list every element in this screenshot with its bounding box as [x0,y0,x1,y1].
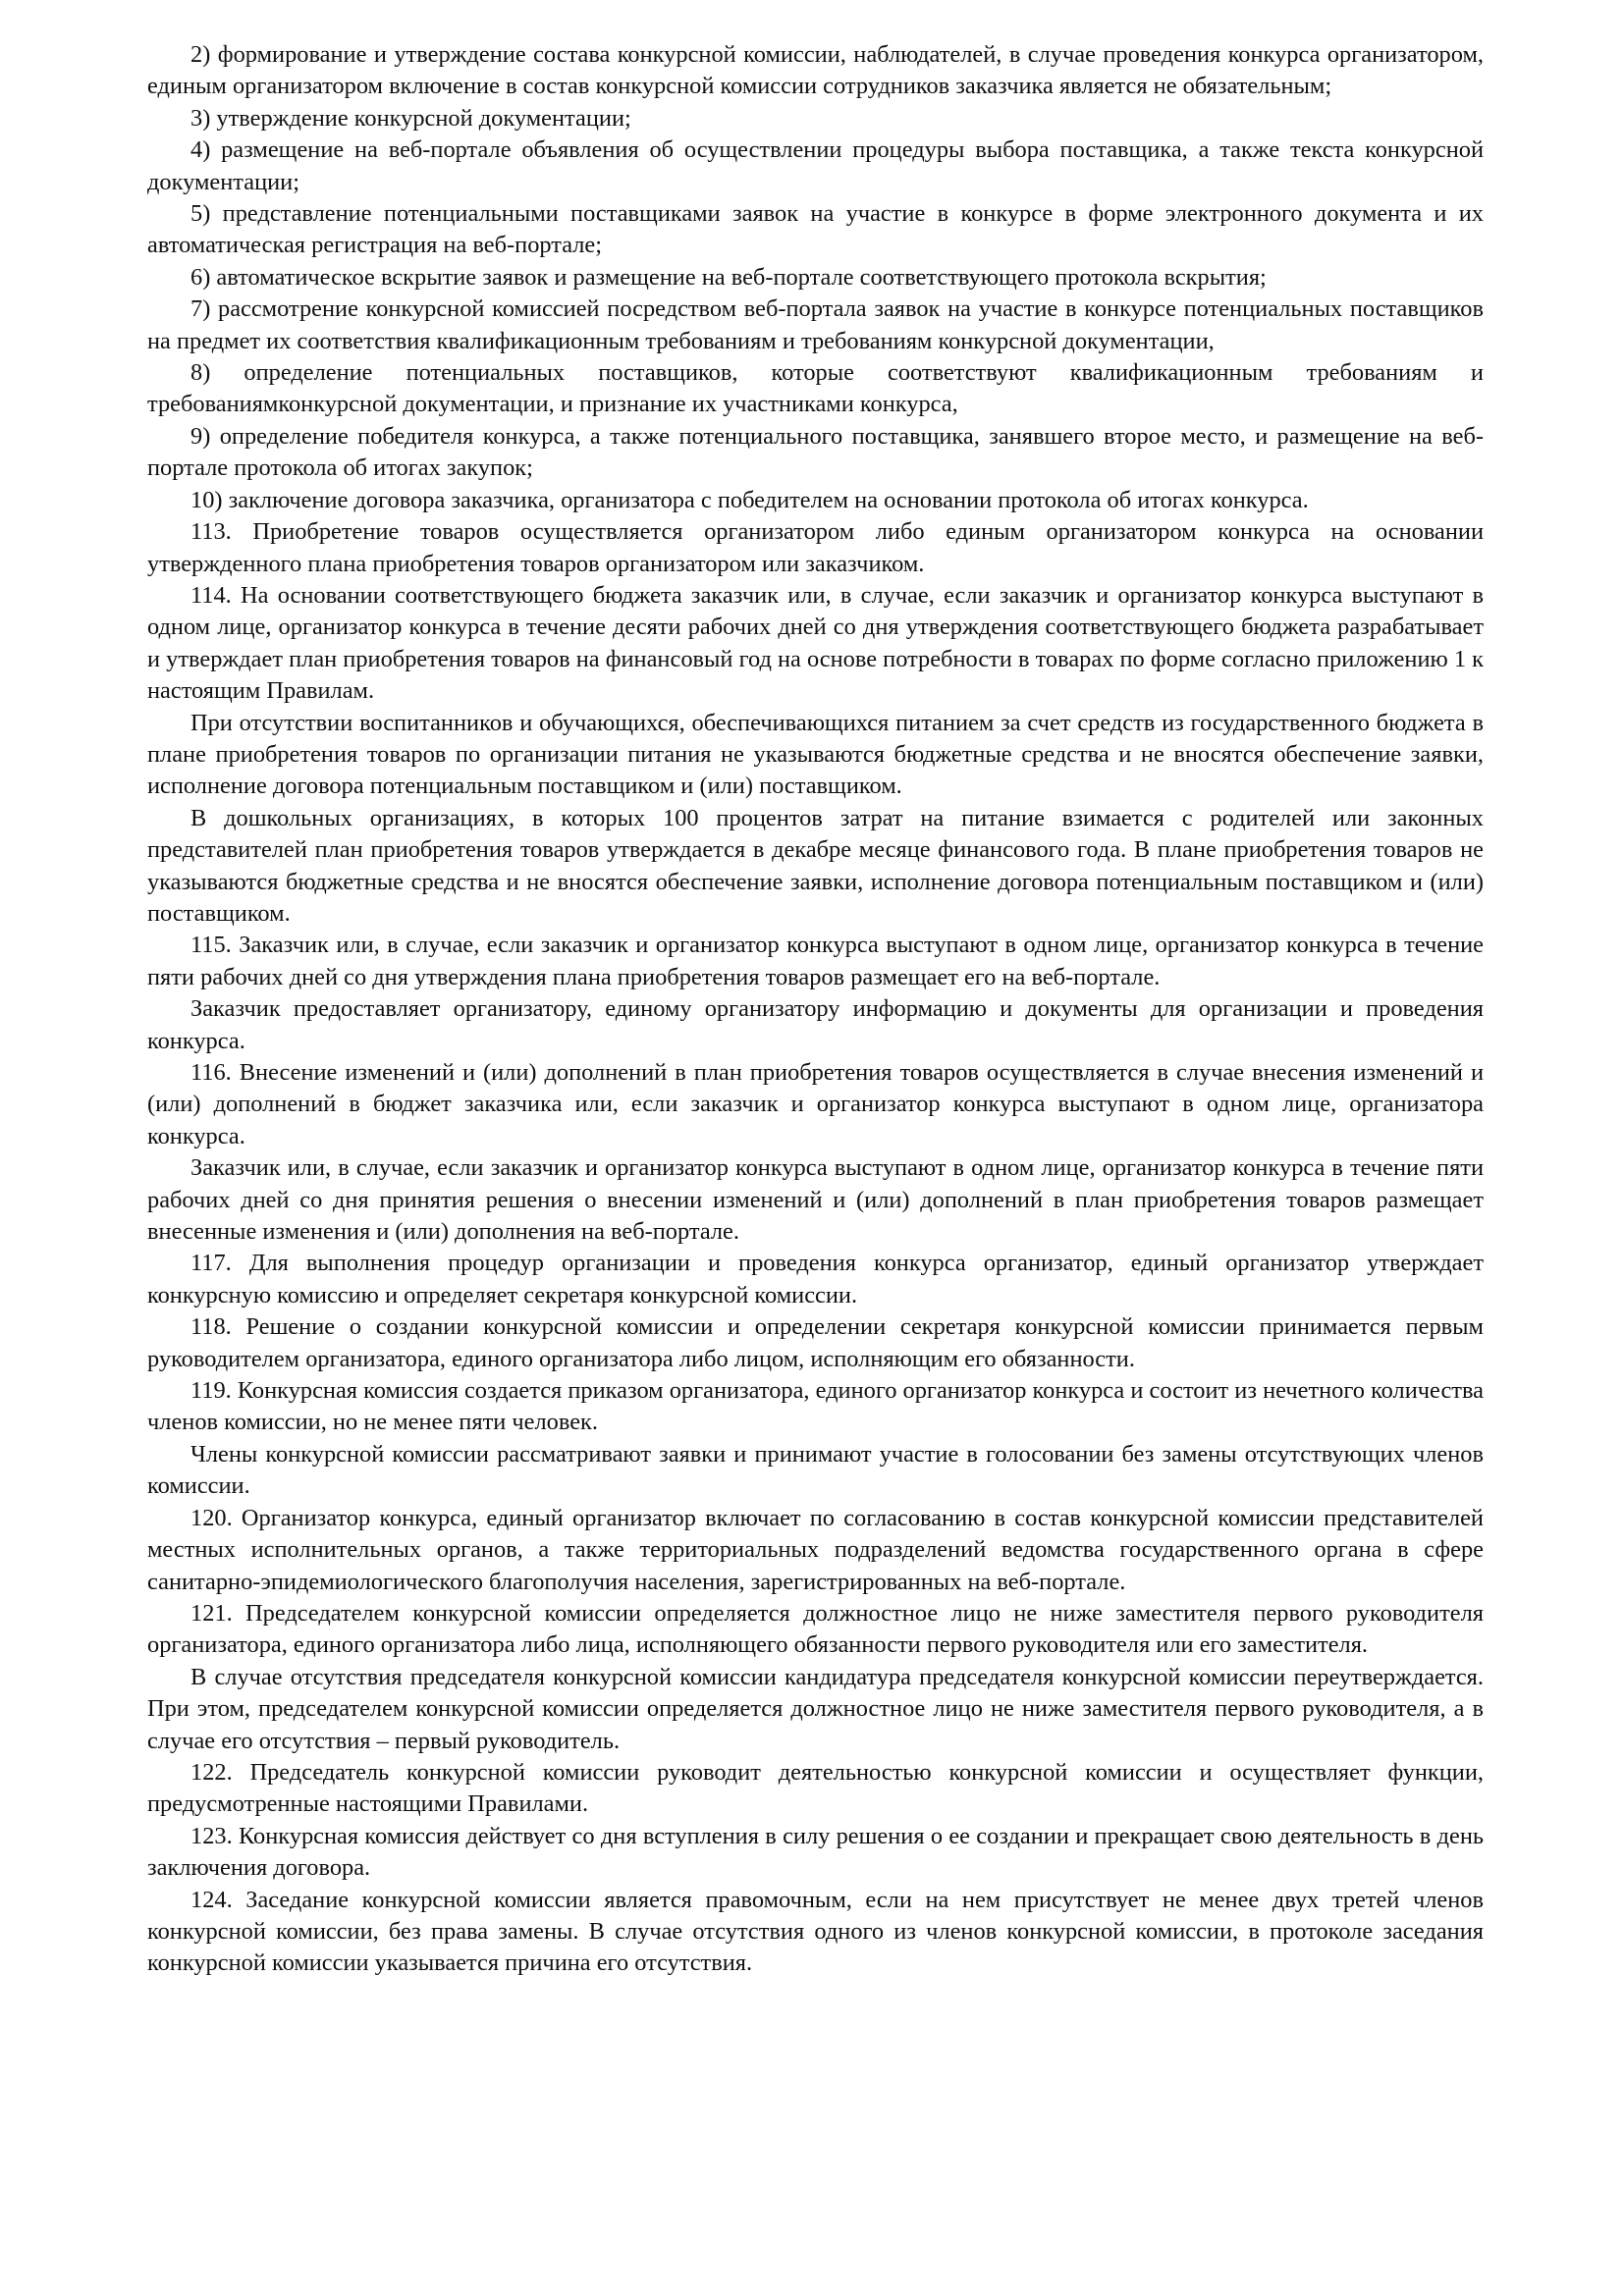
paragraph: 115. Заказчик или, в случае, если заказчик и организатор конкурса выступают в одном лице, организатор конкурса в течение пяти рабочих дней со дня утверждения плана приобретения товаров размещает его на веб-портале. [147,932,1484,990]
document-page [147,39,1484,1980]
paragraph: 113. Приобретение товаров осуществляется организатором либо единым организатором конкурса на основании утвержденного плана приобретения товаров организатором или заказчиком. [147,518,1484,577]
paragraph: 120. Организатор конкурса, единый организатор включает по согласованию в состав конкурсной комиссии представителей местных исполнительных органов, а также территориальных подразделений ведомства государственного органа в сфере санитарно-эпидемиологического благополучия населения, зарегистрированных на веб-портале. [147,1504,1484,1595]
paragraph: Члены конкурсной комиссии рассматривают заявки и принимают участие в голосовании без замены отсутствующих членов комиссии. [147,1440,1484,1500]
paragraph: В случае отсутствия председателя конкурсной комиссии кандидатура председателя конкурсной комиссии переутверждается. При этом, председателем конкурсной комиссии определяется должностное лицо не ниже заместителя первого руководителя, а в случае его отсутствия – первый руководитель. [147,1663,1484,1754]
paragraph: 124. Заседание конкурсной комиссии является правомочным, если на нем присутствует не менее двух третей членов конкурсной комиссии, без права замены. В случае отсутствия одного из членов конкурсной комиссии, в протоколе заседания конкурсной комиссии указывается причина его отсутствия. [147,1886,1484,1977]
paragraph: 123. Конкурсная комиссия действует со дня вступления в силу решения о ее создании и прекращает свою деятельность в день заключения договора. [147,1822,1484,1882]
paragraph: 4) размещение на веб-портале объявления об осуществлении процедуры выбора поставщика, а также текста конкурсной документации; [147,136,1484,195]
paragraph: 118. Решение о создании конкурсной комиссии и определении секретаря конкурсной комиссии принимается первым руководителем организатора, единого организатора либо лицом, исполняющим его обязанности. [147,1313,1484,1372]
paragraph: При отсутствии воспитанников и обучающихся, обеспечивающихся питанием за счет средств из государственного бюджета в плане приобретения товаров по организации питания не указываются бюджетные средства и не вносятся обеспечение заявки, исполнение договора потенциальным поставщиком и (или) поставщиком. [147,709,1484,800]
paragraph: 2) формирование и утверждение состава конкурсной комиссии, наблюдателей, в случае проведения конкурса организатором, единым организатором включение в состав конкурсной комиссии сотрудников заказчика является не обязательным; [147,41,1484,100]
paragraph: 114. На основании соответствующего бюджета заказчик или, в случае, если заказчик и организатор конкурса выступают в одном лице, организатор конкурса в течение десяти рабочих дней со дня утверждения соответствующего бюджета разрабатывает и утверждает план приобретения товаров на финансовый год на основе потребности в товарах по форме согласно приложению 1 к настоящим Правилам. [147,581,1484,705]
paragraph: 122. Председатель конкурсной комиссии руководит деятельностью конкурсной комиссии и осуществляет функции, предусмотренные настоящими Правилами. [147,1758,1484,1818]
paragraph: 10) заключение договора заказчика, организатора с победителем на основании протокола об итогах конкурса. [190,486,1309,513]
paragraph: 121. Председателем конкурсной комиссии определяется должностное лицо не ниже заместителя первого руководителя организатора, единого организатора либо лица, исполняющего обязанности первого руководителя или его заместителя. [147,1599,1484,1659]
paragraph: 119. Конкурсная комиссия создается приказом организатора, единого организатор конкурса и состоит из нечетного количества членов комиссии, но не менее пяти человек. [147,1377,1484,1436]
paragraph: В дошкольных организациях, в которых 100 процентов затрат на питание взимается с родителей или законных представителей план приобретения товаров утверждается в декабре месяце финансового года. В плане приобретения товаров не указываются бюджетные средства и не вносятся обеспечение заявки, исполнение договора потенциальным поставщиком и (или) поставщиком. [147,804,1484,927]
paragraph: 116. Внесение изменений и (или) дополнений в план приобретения товаров осуществляется в случае внесения изменений и (или) дополнений в бюджет заказчика или, если заказчик и организатор конкурса выступают в одном лице, организатора конкурса. [147,1059,1484,1149]
paragraph: 5) представление потенциальными поставщиками заявок на участие в конкурсе в форме электронного документа и их автоматическая регистрация на веб-портале; [147,200,1484,259]
paragraph: 9) определение победителя конкурса, а также потенциального поставщика, занявшего второе место, и размещение на веб-портале протокола об итогах закупок; [147,422,1484,482]
paragraph: 117. Для выполнения процедур организации и проведения конкурса организатор, единый организатор утверждает конкурсную комиссию и определяет секретаря конкурсной комиссии. [147,1250,1484,1308]
paragraph: 6) автоматическое вскрытие заявок и размещение на веб-портале соответствующего протокола вскрытия; [190,263,1267,291]
paragraph: Заказчик или, в случае, если заказчик и организатор конкурса выступают в одном лице, организатор конкурса в течение пяти рабочих дней со дня принятия решения о внесении изменений и (или) дополнений в план приобретения товаров размещает внесенные изменения и (или) дополнения на веб-портале. [147,1154,1484,1246]
paragraph: Заказчик предоставляет организатору, единому организатору информацию и документы для организации и проведения конкурса. [147,995,1484,1054]
paragraph: 8) определение потенциальных поставщиков, которые соответствуют квалификационным требованиям и требованиямконкурсной документации, и признание их участниками конкурса, [147,359,1484,418]
paragraph: 3) утверждение конкурсной документации; [190,104,631,132]
paragraph: 7) рассмотрение конкурсной комиссией посредством веб-портала заявок на участие в конкурсе потенциальных поставщиков на предмет их соответствия квалификационным требованиям и требованиям конкурсной документации, [147,295,1484,354]
